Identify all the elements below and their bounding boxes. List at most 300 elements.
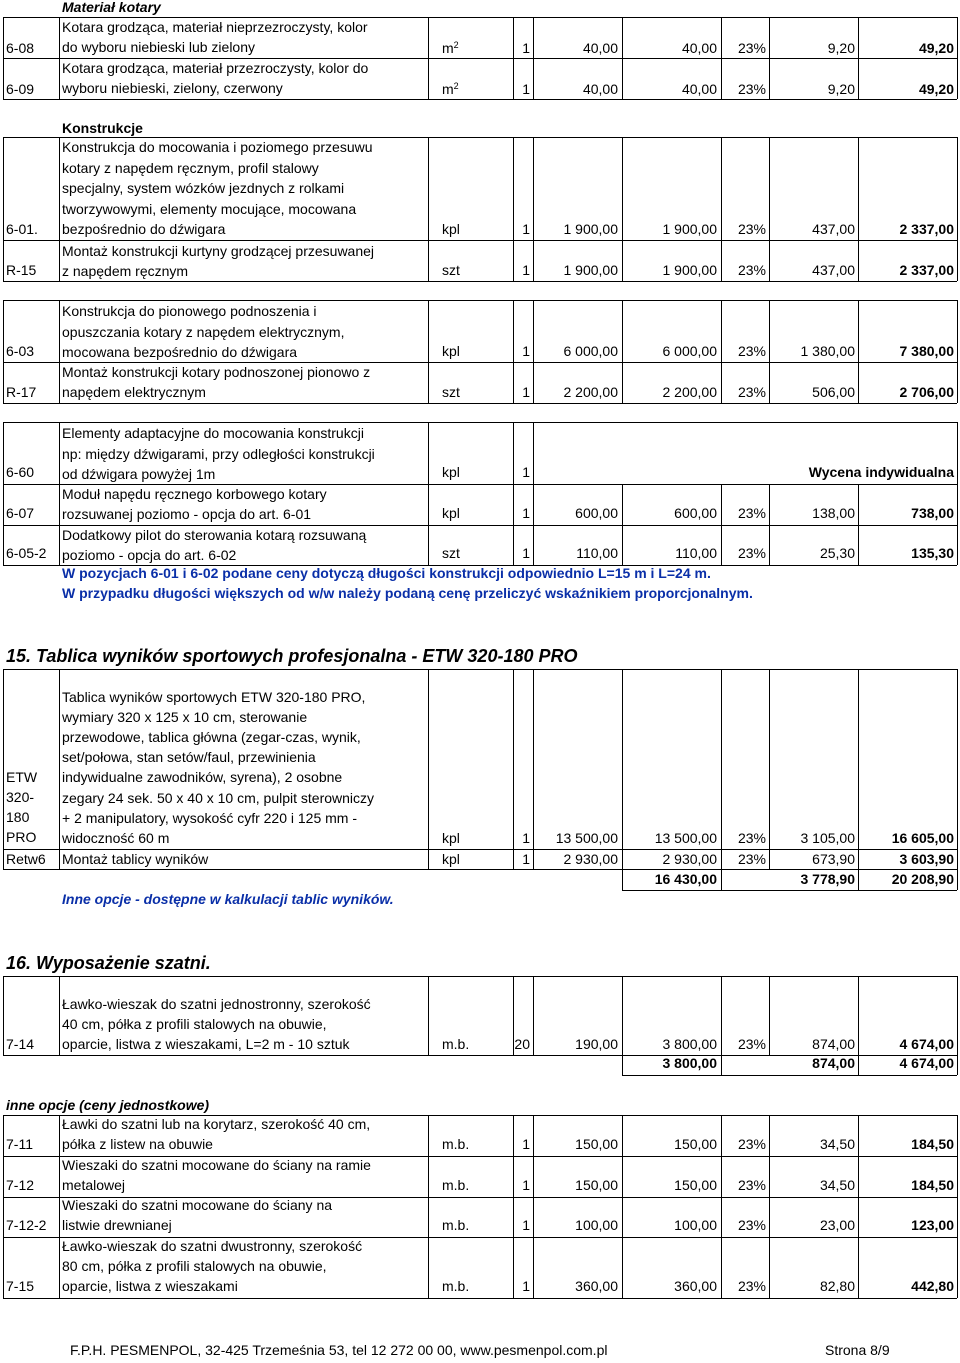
grid-line bbox=[3, 849, 957, 850]
grid-line bbox=[721, 1156, 722, 1197]
grid-line bbox=[533, 976, 534, 1055]
gross-value-cell: 49,20 bbox=[918, 81, 954, 97]
grid-line bbox=[3, 17, 4, 99]
grid-line bbox=[533, 669, 534, 849]
grid-line bbox=[622, 17, 623, 99]
description-line: wymiary 320 x 125 x 10 cm, sterowanie bbox=[62, 709, 308, 726]
grid-line bbox=[769, 137, 770, 240]
grid-line bbox=[721, 849, 722, 869]
item-code: 7-12-2 bbox=[6, 1217, 47, 1233]
grid-line bbox=[769, 17, 770, 99]
quantity-cell: 1 bbox=[522, 505, 530, 521]
grid-line bbox=[3, 525, 4, 565]
grid-line bbox=[59, 17, 60, 99]
grid-line bbox=[513, 849, 514, 869]
description-line: oparcie, listwa z wieszakami bbox=[62, 1278, 238, 1294]
grid-line bbox=[3, 525, 957, 526]
vat-amount-cell: 673,90 bbox=[812, 851, 855, 867]
item-code: PRO bbox=[6, 829, 37, 845]
total-vat: 3 778,90 bbox=[800, 871, 855, 887]
description-line: mocowana bezpośrednio do dźwigara bbox=[62, 344, 298, 360]
description-line: indywidualne zawodników, syrena), 2 osobne bbox=[62, 769, 343, 786]
grid-line bbox=[533, 422, 534, 484]
grid-line bbox=[622, 240, 623, 281]
total-net: 16 430,00 bbox=[654, 871, 717, 887]
unit-cell: kpl bbox=[442, 851, 460, 867]
net-value-cell: 110,00 bbox=[675, 545, 717, 561]
grid-line bbox=[3, 137, 4, 240]
grid-line bbox=[721, 976, 722, 1055]
quantity-cell: 1 bbox=[522, 1136, 530, 1152]
grid-line bbox=[533, 1156, 534, 1197]
unit-exponent: 2 bbox=[453, 81, 459, 91]
grid-line bbox=[533, 17, 534, 99]
grid-line bbox=[858, 1055, 859, 1075]
gross-value-cell: 4 674,00 bbox=[899, 1036, 954, 1052]
unit-price-cell: 2 930,00 bbox=[563, 851, 618, 867]
description-line: od dźwigara powyżej 1m bbox=[62, 466, 216, 482]
grid-line bbox=[858, 240, 859, 281]
grid-line bbox=[769, 1197, 770, 1237]
grid-line bbox=[769, 484, 770, 525]
grid-line bbox=[957, 976, 958, 1055]
description-line: Wieszaki do szatni mocowane do ściany na ramie bbox=[62, 1157, 371, 1173]
item-code: 7-11 bbox=[6, 1136, 33, 1152]
description-line: opuszczania kotary z napędem elektrycznym, bbox=[62, 323, 345, 340]
grid-line bbox=[769, 849, 770, 869]
quantity-cell: 1 bbox=[522, 830, 530, 846]
description-line: Elementy adaptacyjne do mocowania konstrukcji bbox=[62, 425, 364, 441]
item-code: 6-08 bbox=[6, 40, 35, 56]
description-line: rozsuwanej poziomo - opcja do art. 6-01 bbox=[62, 506, 312, 522]
grid-line bbox=[769, 240, 770, 281]
unit-cell: m.b. bbox=[442, 1217, 470, 1233]
group-header: Materiał kotary bbox=[62, 0, 161, 15]
gross-value-cell: 3 603,90 bbox=[899, 851, 954, 867]
grid-line bbox=[3, 137, 957, 138]
description-line: oparcie, listwa z wieszakami, L=2 m - 10 sztuk bbox=[62, 1036, 350, 1053]
grid-line bbox=[957, 240, 958, 281]
grid-line bbox=[59, 300, 60, 362]
grid-line bbox=[858, 1115, 859, 1156]
grid-line bbox=[622, 525, 623, 565]
grid-line bbox=[428, 422, 429, 484]
grid-line bbox=[59, 137, 60, 240]
grid-line bbox=[513, 300, 514, 362]
grid-line bbox=[957, 1055, 958, 1075]
grid-line bbox=[3, 869, 957, 870]
vat-amount-cell: 138,00 bbox=[812, 505, 855, 521]
description-line: Kotara grodząca, materiał nieprzezroczysty, kolor bbox=[62, 19, 368, 35]
grid-line bbox=[3, 976, 4, 1055]
description-line: półka z listew na obuwie bbox=[62, 1136, 213, 1152]
grid-line bbox=[721, 1055, 722, 1075]
grid-line bbox=[3, 240, 4, 281]
grid-line bbox=[622, 1237, 623, 1298]
grid-line bbox=[513, 1237, 514, 1298]
unit-cell: szt bbox=[442, 262, 460, 278]
quantity-cell: 1 bbox=[522, 81, 530, 97]
grid-line bbox=[957, 1237, 958, 1298]
description-line: Moduł napędu ręcznego korbowego kotary bbox=[62, 486, 327, 502]
unit-cell: $m^2$ bbox=[442, 40, 459, 56]
unit-price-cell: 40,00 bbox=[582, 40, 618, 56]
grid-line bbox=[957, 525, 958, 565]
grid-line bbox=[721, 484, 722, 525]
unit-cell: m.b. bbox=[442, 1036, 470, 1052]
vat-amount-cell: 437,00 bbox=[812, 262, 855, 278]
grid-line bbox=[721, 1115, 722, 1156]
gross-value-cell: 738,00 bbox=[911, 505, 954, 521]
net-value-cell: 40,00 bbox=[681, 40, 717, 56]
unit-price-cell: 13 500,00 bbox=[555, 830, 618, 846]
grid-line bbox=[3, 1197, 4, 1237]
item-code: ETW bbox=[6, 769, 38, 785]
grid-line bbox=[513, 1156, 514, 1197]
options-header: inne opcje (ceny jednostkowe) bbox=[6, 1097, 210, 1113]
grid-line bbox=[513, 669, 514, 849]
grid-line bbox=[428, 362, 429, 403]
unit-cell: szt bbox=[442, 384, 460, 400]
grid-line bbox=[3, 484, 957, 485]
grid-line bbox=[513, 484, 514, 525]
unit-price-cell: 6 000,00 bbox=[563, 343, 618, 359]
grid-line bbox=[3, 1197, 957, 1198]
grid-line bbox=[3, 1115, 957, 1116]
unit-cell: szt bbox=[442, 545, 460, 561]
special-price-cell: Wycena indywidualna bbox=[808, 464, 954, 480]
quantity-cell: 1 bbox=[522, 464, 530, 480]
gross-value-cell: 135,30 bbox=[911, 545, 954, 561]
grid-line bbox=[858, 484, 859, 525]
description-line: Konstrukcja do pionowego podnoszenia i bbox=[62, 303, 317, 319]
quantity-cell: 1 bbox=[522, 262, 530, 278]
vat-rate-cell: 23% bbox=[737, 1217, 766, 1233]
vat-rate-cell: 23% bbox=[737, 262, 766, 278]
grid-line bbox=[533, 1197, 534, 1237]
grid-line bbox=[533, 525, 534, 565]
net-value-cell: 2 200,00 bbox=[662, 384, 717, 400]
vat-rate-cell: 23% bbox=[737, 1177, 766, 1193]
grid-line bbox=[3, 1156, 957, 1157]
grid-line bbox=[428, 525, 429, 565]
grid-line bbox=[3, 669, 4, 849]
item-code: Retw6 bbox=[6, 851, 46, 867]
grid-line bbox=[858, 362, 859, 403]
description-line: Ławko-wieszak do szatni dwustronny, szerokość bbox=[62, 1238, 363, 1254]
unit-cell: kpl bbox=[442, 221, 460, 237]
gross-value-cell: 442,80 bbox=[911, 1278, 954, 1294]
grid-line bbox=[3, 1237, 957, 1238]
vat-rate-cell: 23% bbox=[737, 851, 766, 867]
grid-line bbox=[3, 300, 957, 301]
grid-line bbox=[3, 58, 957, 59]
grid-line bbox=[533, 300, 534, 362]
section-title: 15. Tablica wyników sportowych profesjonalna - ETW 320-180 PRO bbox=[6, 646, 578, 666]
grid-line bbox=[533, 1115, 534, 1156]
description-line: Konstrukcja do mocowania i poziomego przesuwu bbox=[62, 139, 373, 155]
vat-rate-cell: 23% bbox=[737, 81, 766, 97]
grid-line bbox=[513, 1115, 514, 1156]
description-line: Tablica wyników sportowych ETW 320-180 PRO, bbox=[62, 689, 366, 705]
description-line: Montaż tablicy wyników bbox=[62, 851, 209, 867]
grid-line bbox=[622, 1115, 623, 1156]
net-value-cell: 1 900,00 bbox=[662, 262, 717, 278]
grid-line bbox=[59, 1156, 60, 1197]
grid-line bbox=[59, 362, 60, 403]
grid-line bbox=[513, 525, 514, 565]
item-code: 7-14 bbox=[6, 1036, 35, 1052]
unit-price-cell: 190,00 bbox=[575, 1036, 618, 1052]
grid-line bbox=[3, 976, 957, 977]
grid-line bbox=[513, 422, 514, 484]
total-gross: 4 674,00 bbox=[899, 1055, 954, 1071]
grid-line bbox=[622, 1055, 623, 1075]
gross-value-cell: 184,50 bbox=[911, 1177, 954, 1193]
description-line: zegary 24 sek. 50 x 40 x 10 cm, pulpit sterowniczy bbox=[62, 789, 375, 806]
unit-price-cell: 1 900,00 bbox=[563, 262, 618, 278]
quantity-cell: 1 bbox=[522, 1177, 530, 1193]
grid-line bbox=[513, 1197, 514, 1237]
vat-rate-cell: 23% bbox=[737, 505, 766, 521]
quantity-cell: 1 bbox=[522, 851, 530, 867]
grid-line bbox=[858, 300, 859, 362]
grid-line bbox=[721, 240, 722, 281]
description-line: wyboru niebieski, zielony, czerwony bbox=[62, 80, 283, 96]
grid-line bbox=[858, 525, 859, 565]
unit-price-cell: 40,00 bbox=[582, 81, 618, 97]
grid-line bbox=[957, 484, 958, 525]
description-line: + 2 manipulatory, wysokość cyfr 220 i 125 mm - bbox=[62, 809, 358, 826]
description-line: bezpośrednio do dźwigara bbox=[62, 221, 226, 237]
item-code: 7-12 bbox=[6, 1177, 35, 1193]
gross-value-cell: 7 380,00 bbox=[899, 343, 954, 359]
net-value-cell: 1 900,00 bbox=[662, 221, 717, 237]
grid-line bbox=[3, 403, 957, 404]
grid-line bbox=[59, 484, 60, 525]
net-value-cell: 40,00 bbox=[681, 81, 717, 97]
grid-line bbox=[721, 362, 722, 403]
grid-line bbox=[3, 422, 4, 484]
item-code: 6-03 bbox=[6, 343, 35, 359]
grid-line bbox=[622, 1156, 623, 1197]
description-line: poziomo - opcja do art. 6-02 bbox=[62, 547, 237, 563]
grid-line bbox=[721, 869, 722, 890]
grid-line bbox=[622, 976, 623, 1055]
vat-rate-cell: 23% bbox=[737, 1136, 766, 1152]
description-line: z napędem ręcznym bbox=[62, 263, 189, 279]
gross-value-cell: 2 706,00 bbox=[899, 384, 954, 400]
description-line: 40 cm, półka z profili stalowych na obuwie, bbox=[62, 1016, 327, 1033]
description-line: do wyboru niebieski lub zielony bbox=[62, 39, 255, 55]
description-line: tworzywowymi, elementy mocujące, mocowana bbox=[62, 200, 357, 217]
grid-line bbox=[622, 869, 623, 890]
grid-line bbox=[622, 137, 623, 240]
vat-amount-cell: 34,50 bbox=[819, 1177, 855, 1193]
unit-cell: m.b. bbox=[442, 1136, 470, 1152]
grid-line bbox=[59, 422, 60, 484]
grid-line bbox=[428, 137, 429, 240]
grid-line bbox=[957, 17, 958, 99]
net-value-cell: 100,00 bbox=[674, 1217, 717, 1233]
unit-price-cell: 110,00 bbox=[576, 545, 618, 561]
grid-line bbox=[957, 1156, 958, 1197]
grid-line bbox=[622, 669, 623, 849]
grid-line bbox=[957, 849, 958, 869]
net-value-cell: 150,00 bbox=[674, 1136, 717, 1152]
item-code: R-17 bbox=[6, 384, 37, 400]
unit-cell: kpl bbox=[442, 343, 460, 359]
grid-line bbox=[59, 1115, 60, 1156]
pricing-note: W pozycjach 6-01 i 6-02 podane ceny dotyczą długości konstrukcji odpowiednio L=15 m i L=24 m. bbox=[62, 565, 711, 581]
grid-line bbox=[428, 1156, 429, 1197]
grid-line bbox=[957, 669, 958, 849]
grid-line bbox=[428, 1197, 429, 1237]
net-value-cell: 600,00 bbox=[674, 505, 717, 521]
quantity-cell: 1 bbox=[522, 545, 530, 561]
grid-line bbox=[858, 1197, 859, 1237]
grid-line bbox=[622, 1075, 957, 1076]
grid-line bbox=[721, 1197, 722, 1237]
grid-line bbox=[59, 849, 60, 869]
description-line: widoczność 60 m bbox=[62, 829, 170, 846]
item-code: 6-05-2 bbox=[6, 545, 47, 561]
grid-line bbox=[3, 99, 957, 100]
grid-line bbox=[428, 240, 429, 281]
net-value-cell: 360,00 bbox=[674, 1278, 717, 1294]
vat-rate-cell: 23% bbox=[737, 1278, 766, 1294]
grid-line bbox=[513, 976, 514, 1055]
item-code: 6-07 bbox=[6, 505, 35, 521]
grid-line bbox=[513, 240, 514, 281]
grid-line bbox=[622, 300, 623, 362]
grid-line bbox=[3, 362, 4, 403]
vat-amount-cell: 9,20 bbox=[827, 40, 855, 56]
total-vat: 874,00 bbox=[812, 1055, 855, 1071]
grid-line bbox=[957, 137, 958, 240]
grid-line bbox=[957, 1115, 958, 1156]
vat-amount-cell: 9,20 bbox=[827, 81, 855, 97]
grid-line bbox=[769, 1156, 770, 1197]
options-note: Inne opcje - dostępne w kalkulacji tablic wyników. bbox=[62, 891, 394, 907]
quantity-cell: 1 bbox=[522, 1278, 530, 1294]
vat-rate-cell: 23% bbox=[737, 830, 766, 846]
unit-cell: m.b. bbox=[442, 1177, 470, 1193]
item-code: 6-60 bbox=[6, 464, 35, 480]
grid-line bbox=[533, 137, 534, 240]
unit-price-cell: 150,00 bbox=[575, 1136, 618, 1152]
gross-value-cell: 2 337,00 bbox=[899, 221, 954, 237]
grid-line bbox=[858, 869, 859, 890]
description-line: specjalny, system wózków jezdnych z rolkami bbox=[62, 180, 345, 196]
description-line: Ławko-wieszak do szatni jednostronny, szerokość bbox=[62, 996, 371, 1012]
grid-line bbox=[858, 1237, 859, 1298]
grid-line bbox=[622, 362, 623, 403]
vat-amount-cell: 437,00 bbox=[812, 221, 855, 237]
grid-line bbox=[3, 240, 957, 241]
grid-line bbox=[3, 1298, 957, 1299]
description-line: kotary z napędem ręcznym, profil stalowy bbox=[62, 159, 319, 176]
net-value-cell: 13 500,00 bbox=[654, 830, 717, 846]
grid-line bbox=[59, 525, 60, 565]
vat-rate-cell: 23% bbox=[737, 40, 766, 56]
item-code: 6-09 bbox=[6, 81, 35, 97]
total-net: 3 800,00 bbox=[662, 1055, 717, 1071]
unit-price-cell: 150,00 bbox=[575, 1177, 618, 1193]
grid-line bbox=[957, 1197, 958, 1237]
description-line: Wieszaki do szatni mocowane do ściany na bbox=[62, 1197, 333, 1213]
quantity-cell: 1 bbox=[522, 221, 530, 237]
grid-line bbox=[721, 669, 722, 849]
quantity-cell: 1 bbox=[522, 40, 530, 56]
grid-line bbox=[428, 17, 429, 99]
grid-line bbox=[858, 137, 859, 240]
grid-line bbox=[721, 525, 722, 565]
grid-line bbox=[622, 890, 957, 891]
gross-value-cell: 2 337,00 bbox=[899, 262, 954, 278]
grid-line bbox=[59, 1197, 60, 1237]
grid-line bbox=[858, 1156, 859, 1197]
grid-line bbox=[3, 281, 957, 282]
unit-price-cell: 600,00 bbox=[575, 505, 618, 521]
footer-company: F.P.H. PESMENPOL, 32-425 Trzemeśnia 53, tel 12 272 00 00, www.pesmenpol.com.pl bbox=[70, 1342, 608, 1358]
grid-line bbox=[721, 137, 722, 240]
gross-value-cell: 184,50 bbox=[911, 1136, 954, 1152]
description-line: Montaż konstrukcji kurtyny grodzącej przesuwanej bbox=[62, 243, 375, 259]
grid-line bbox=[533, 849, 534, 869]
grid-line bbox=[957, 362, 958, 403]
grid-line bbox=[428, 1237, 429, 1298]
grid-line bbox=[428, 849, 429, 869]
unit-price-cell: 1 900,00 bbox=[563, 221, 618, 237]
grid-line bbox=[3, 17, 957, 18]
grid-line bbox=[769, 976, 770, 1055]
grid-line bbox=[3, 669, 957, 670]
grid-line bbox=[858, 669, 859, 849]
gross-value-cell: 123,00 bbox=[911, 1217, 954, 1233]
grid-line bbox=[533, 1237, 534, 1298]
item-code: 320- bbox=[6, 789, 35, 805]
grid-line bbox=[428, 976, 429, 1055]
vat-rate-cell: 23% bbox=[737, 384, 766, 400]
grid-line bbox=[3, 1156, 4, 1197]
section-title: 16. Wyposażenie szatni. bbox=[6, 953, 211, 973]
quantity-cell: 20 bbox=[514, 1036, 530, 1052]
description-line: 80 cm, półka z profili stalowych na obuwie, bbox=[62, 1258, 327, 1274]
grid-line bbox=[3, 484, 4, 525]
item-code: 6-01. bbox=[6, 221, 38, 237]
grid-line bbox=[533, 362, 534, 403]
grid-line bbox=[59, 976, 60, 1055]
grid-line bbox=[513, 17, 514, 99]
vat-amount-cell: 506,00 bbox=[812, 384, 855, 400]
unit-exponent: 2 bbox=[453, 40, 459, 50]
unit-price-cell: 100,00 bbox=[575, 1217, 618, 1233]
grid-line bbox=[769, 362, 770, 403]
vat-amount-cell: 34,50 bbox=[819, 1136, 855, 1152]
grid-line bbox=[957, 300, 958, 362]
grid-line bbox=[622, 1197, 623, 1237]
description-line: przewodowe, tablica główna (zegar-czas, wynik, bbox=[62, 729, 361, 746]
total-gross: 20 208,90 bbox=[891, 871, 954, 887]
grid-line bbox=[622, 849, 623, 869]
item-code: 7-15 bbox=[6, 1278, 35, 1294]
gross-value-cell: 16 605,00 bbox=[891, 830, 954, 846]
grid-line bbox=[533, 240, 534, 281]
grid-line bbox=[769, 300, 770, 362]
grid-line bbox=[428, 1115, 429, 1156]
grid-line bbox=[59, 1237, 60, 1298]
